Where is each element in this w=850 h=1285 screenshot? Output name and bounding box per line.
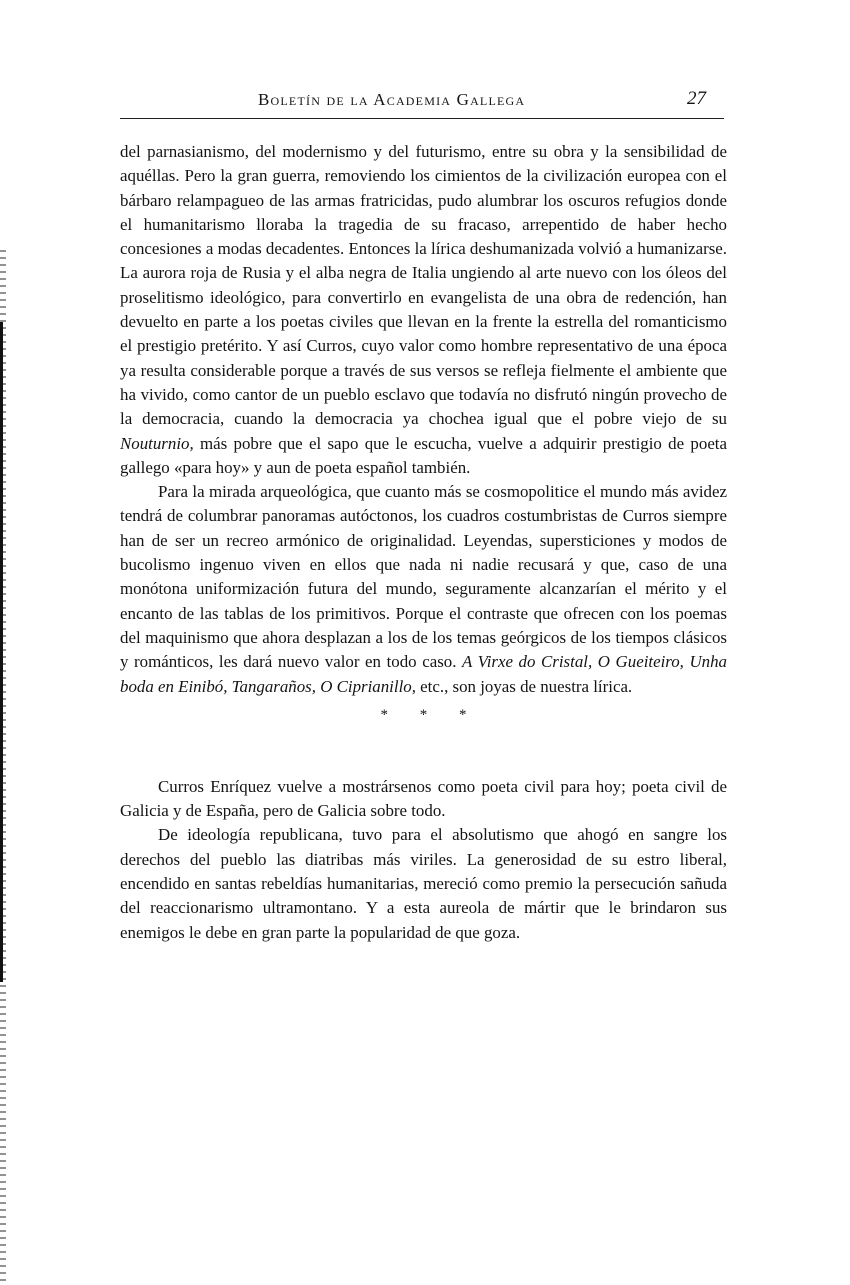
body-text	[120, 140, 727, 945]
paragraph-4	[120, 823, 727, 944]
paragraph-1	[120, 140, 727, 480]
paragraph-4-text: De ideología republicana, tuvo para el absolutismo que ahogó en sangre los derechos del pueblo las diatribas más viriles. La generosidad de su estro liberal, encendido en santas rebeldías humanitarias, mereció como premio la persecución sañuda del reaccionarismo ultramontano. Y a esta aureola de mártir que le brindaron sus enemigos le debe en gran parte la popularidad de que goza.	[120, 825, 727, 942]
paragraph-1-italic-title: Nouturnio,	[120, 433, 194, 453]
running-title: Boletín de la Academia Gallega	[258, 90, 526, 109]
section-asterism: * * *	[380, 706, 481, 723]
paragraph-1-text-end: más pobre que el sapo que le escucha, vuelve a adquirir prestigio de poeta gallego «para hoy» y aun de poeta español también.	[120, 433, 727, 477]
paragraph-2-italic-titles: A Virxe do Cristal, O Gueiteiro, Unha boda en Einibó, Tangaraños, O Ciprianillo,	[120, 652, 727, 696]
paragraph-3-text: Curros Enríquez vuelve a mostrársenos como poeta civil para hoy; poeta civil de Galicia y de España, pero de Galicia sobre todo.	[120, 776, 727, 821]
paragraph-2	[120, 480, 727, 699]
page-header	[120, 86, 724, 119]
paragraph-3	[120, 775, 727, 824]
scan-binding-line	[0, 322, 3, 982]
paragraph-2-text: Para la mirada arqueológica, que cuanto más se cosmopolitice el mundo más avidez tendrá de columbrar panoramas autóctonos, los cuadros costumbristas de Curros siempre han de ser un recreo armónico de originalidad. Leyendas, supersticiones y modos de bucolismo ingenuo viven en ellos que nada ni nadie recusará y que, caso de una monótona uniformización futura del mundo, seguramente alcanzarían el mérito y el encanto de las tablas de los primitivos. Porque el contraste que ofrecen con los poemas del maquinismo que ahora desplazan a los de los temas geórgicos de los tiempos clásicos y románticos, les dará nuevo valor en todo caso.	[120, 482, 727, 672]
paragraph-2-text-end: etc., son joyas de nuestra lírica.	[415, 676, 633, 696]
page-number: 27	[687, 88, 706, 109]
paragraph-1-text: del parnasianismo, del modernismo y del futurismo, entre su obra y la sensibilidad de aquéllas. Pero la gran guerra, removiendo los cimientos de la civilización europea con el bárbaro relampagueo de las armas fratricidas, pudo alumbrar los oscuros refugios donde el humanitarismo lloraba la tragedia de su fracaso, arrepentido de haber hecho concesiones a modas decadentes. Entonces la lírica deshumanizada volvió a humanizarse. La aurora roja de Rusia y el alba negra de Italia ungiendo al arte nuevo con los óleos del proselitismo ideológico, para convertirlo en evangelista de una obra de redención, han devuelto en parte a los poetas civiles que llevan en la frente la estrella del romanticismo el prestigio pretérito. Y así Curros, cuyo valor como hombre representativo de una época ya resulta considerable porque a través de sus versos se refleja fielmente el ambiente que ha vivido, como cantor de un pueblo esclavo que todavía no disfrutó ningún provecho de la democracia, cuando la democracia ya chochea igual que el pobre viejo de su	[120, 142, 727, 429]
